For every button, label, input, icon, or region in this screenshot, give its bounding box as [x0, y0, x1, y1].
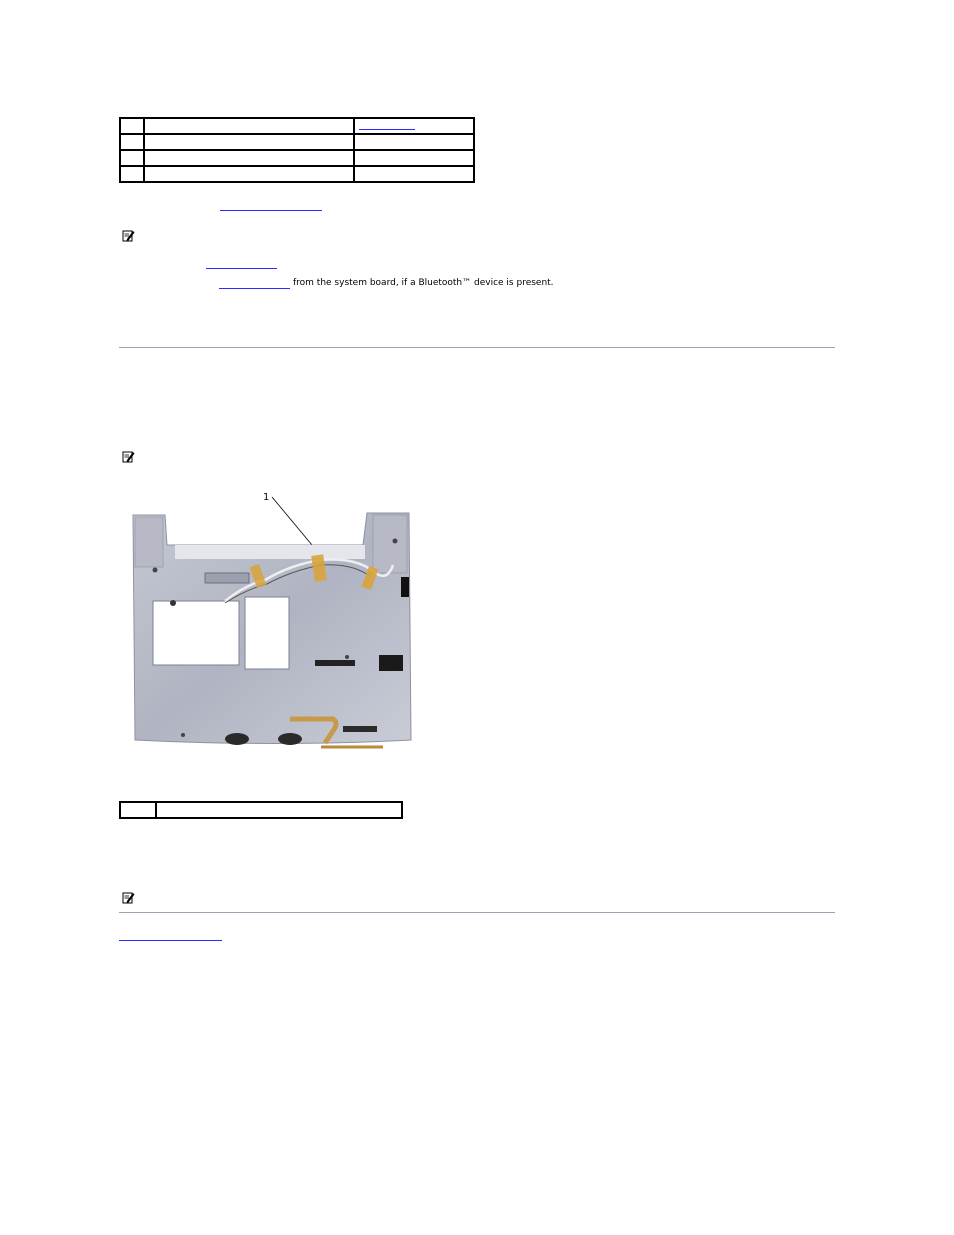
table-cell-desc [144, 118, 354, 134]
table-cell-num [120, 166, 144, 182]
table-row [120, 150, 474, 166]
note-pencil-icon [122, 450, 135, 463]
table-cell-ref [354, 150, 474, 166]
parts-table [119, 117, 475, 183]
table-cell-num [120, 134, 144, 150]
section-divider [119, 347, 835, 348]
note-pencil-icon [122, 229, 135, 242]
table-cell-desc [144, 134, 354, 150]
table-cell-num [120, 802, 156, 818]
table-row [120, 166, 474, 182]
back-to-contents-link[interactable] [119, 939, 222, 941]
figure-callout-1: 1 [263, 492, 270, 503]
bluetooth-step-link[interactable] [219, 287, 290, 289]
step-link[interactable] [206, 267, 277, 269]
table-cell-num [120, 150, 144, 166]
table-row-link[interactable] [359, 128, 415, 130]
table-cell-ref [354, 118, 474, 134]
bluetooth-step-text: from the system board, if a Bluetooth™ device is present. [293, 278, 554, 288]
callout-table [119, 801, 403, 819]
section-divider [119, 912, 835, 913]
table-cell-num [120, 118, 144, 134]
table-cell-desc [156, 802, 402, 818]
palm-rest-antenna-figure [125, 485, 420, 755]
table-row [120, 134, 474, 150]
step-link[interactable] [220, 209, 322, 211]
table-cell-ref [354, 166, 474, 182]
table-cell-ref [354, 134, 474, 150]
table-row [120, 118, 474, 134]
table-row [120, 802, 402, 818]
note-pencil-icon [122, 891, 135, 904]
table-cell-desc [144, 150, 354, 166]
table-cell-desc [144, 166, 354, 182]
